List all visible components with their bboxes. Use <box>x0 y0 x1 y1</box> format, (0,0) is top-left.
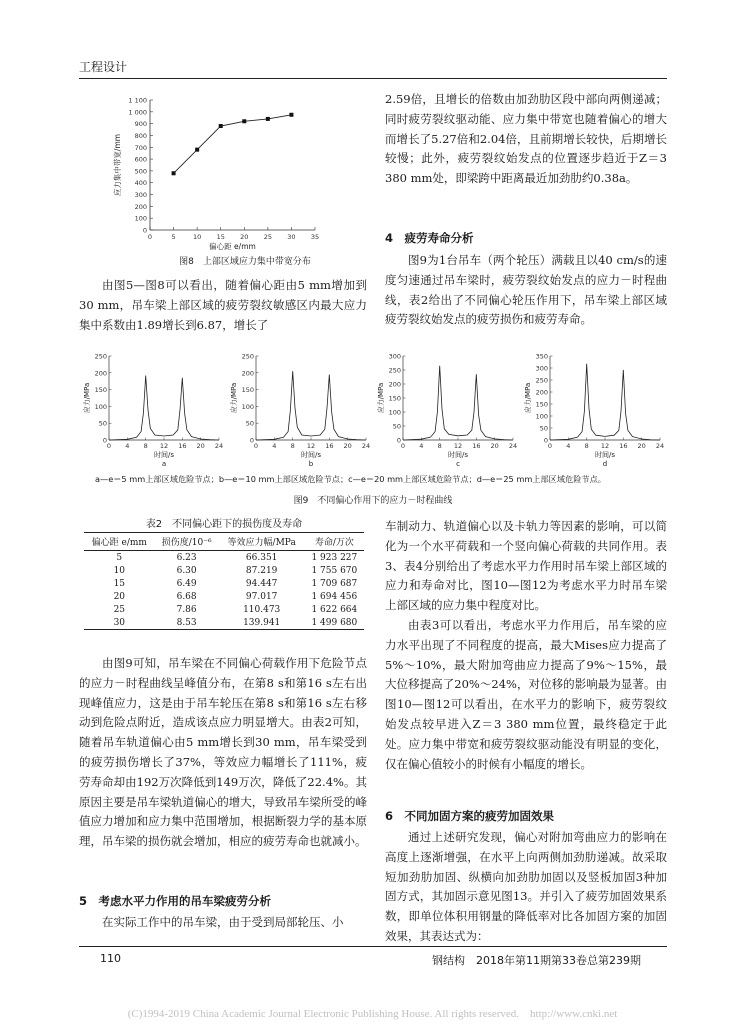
fig9-caption: 图9 不同偏心作用下的应力－时程曲线 <box>293 496 453 506</box>
fig9-x-tick-label: 12 <box>600 442 610 450</box>
table-cell: 10 <box>113 565 126 576</box>
table-cell: 1 694 456 <box>311 591 358 602</box>
table2-header-cell: 寿命/万次 <box>305 533 364 551</box>
fig9-x-tick-label: 12 <box>159 442 169 450</box>
fig9-x-tick-label: 8 <box>143 442 148 450</box>
fig9-x-tick-label: 16 <box>325 442 334 450</box>
table-row <box>84 603 364 616</box>
table-cell: 97.017 <box>245 591 278 602</box>
fig9-panel-label: d <box>602 460 608 468</box>
fig9-y-label: 应力/MPa <box>230 382 238 414</box>
fig9-y-tick-label: 0 <box>249 436 254 445</box>
fig9-y-tick-label: 250 <box>241 352 254 361</box>
section-4-paragraph: 图9为1台吊车（两个轮压）满载且以40 cm/s的速度匀速通过吊车梁时，疲劳裂纹始发点的应力－时程曲线，表2给出了不同偏心轮压作用下，吊车梁上部区域疲劳裂纹始发点的疲劳损伤和疲劳寿命。 <box>385 253 667 327</box>
fig8-x-tick-label: 10 <box>193 233 202 241</box>
fig9-y-tick-label: 50 <box>539 424 548 433</box>
fig8-x-tick-label: 15 <box>216 233 225 241</box>
fig9-x-tick-label: 0 <box>400 442 406 450</box>
fig9-x-tick-label: 8 <box>584 442 589 450</box>
section-6-title: 6 不同加固方案的疲劳加固效果 <box>385 809 554 823</box>
fig9-y-tick-label: 250 <box>388 366 401 375</box>
fig8-x-tick-label: 5 <box>171 233 176 241</box>
fig9-x-tick-label: 16 <box>472 442 481 450</box>
fig8-data-point <box>242 119 246 123</box>
fig9-series-line-d <box>550 364 660 440</box>
fig8-x-tick-label: 25 <box>263 233 272 241</box>
table-cell: 5 <box>116 552 123 563</box>
fig9-x-tick-label: 0 <box>106 442 112 450</box>
table2-header-cell: 等效应力幅/MPa <box>219 533 305 551</box>
fig9-y-label: 应力/MPa <box>377 382 385 414</box>
fig9-x-tick-label: 0 <box>253 442 259 450</box>
fig9-y-tick-label: 200 <box>388 380 401 389</box>
fig8-y-tick-label: 400 <box>134 179 147 188</box>
section-5-paragraph-start: 在实际工作中的吊车梁，由于受到局部轮压、小 <box>102 915 344 929</box>
fig8-x-tick-label: 0 <box>147 233 153 241</box>
table-cell: 6.68 <box>176 591 197 602</box>
fig8-y-tick-label: 100 <box>134 214 147 223</box>
fig9-legend: a—e＝5 mm上部区域危险节点；b—e＝10 mm上部区域危险节点；c—e＝20 mm上部区域危险节点；d—e＝25 mm上部区域危险节点。 <box>95 474 606 484</box>
fig9-x-tick-label: 16 <box>619 442 628 450</box>
fig8-y-tick-label: 1 000 <box>128 108 147 117</box>
fig9-x-tick-label: 20 <box>343 442 352 450</box>
fig9-y-tick-label: 50 <box>245 419 254 428</box>
table-cell: 20 <box>113 591 126 602</box>
fig8-y-tick-label: 1 100 <box>128 96 147 105</box>
fig8-y-tick-label: 900 <box>134 120 147 129</box>
table-cell: 6.30 <box>176 565 197 576</box>
fig9-x-tick-label: 0 <box>547 442 553 450</box>
fig8-y-label: 应力集中带宽/mm <box>113 133 122 197</box>
table-cell: 8.53 <box>155 616 219 630</box>
fig8-y-tick-label: 200 <box>134 202 147 211</box>
table-cell: 6.49 <box>176 578 197 589</box>
fig9-x-tick-label: 4 <box>566 442 571 450</box>
fig9-x-label: 时间/s <box>594 451 616 459</box>
fig8-series-line <box>174 115 292 174</box>
header-rule <box>79 78 667 79</box>
left-paragraph-2: 由图9可知，吊车梁在不同偏心荷载作用下危险节点的应力－时程曲线呈峰值分布，在第8 s和第16 s左右出现峰值应力，这是由于吊车轮压在第8 s和第16 s左右移动到危险点附近，造成该点应力明显增大。由表2可知，随着吊车轨道偏心由5 mm增长到30 mm，吊车梁受到的疲劳损伤增长了37%，等效应力幅增长了111%，疲劳寿命却由192万次降低到149万次，降低了22.4%。其原因主要是吊车梁轨道偏心的增大，导致吊车梁所受的峰值应力增加和应力集中范围增加，根据断裂力学的基本原理，吊车梁的损伤就会增加，相应的疲劳寿命也就减小。 <box>79 656 367 849</box>
fig9-x-tick-label: 20 <box>196 442 205 450</box>
fig9-y-tick-label: 0 <box>396 436 401 445</box>
table-row <box>84 551 364 565</box>
section-6-paragraph: 通过上述研究发现，偏心对附加弯曲应力的影响在高度上逐渐增强，在水平上向两侧加劲肋递减。故采取短加劲肋加固、纵横向加劲肋加固以及竖板加固3种加固方式，其加固示意见图13。并引入了疲劳加固效果系数，即单位体积用钢量的降低率对比各加固方案的加固效果，其表达式为： <box>385 830 667 943</box>
fig8-y-tick-label: 700 <box>134 143 147 152</box>
table-row <box>84 590 364 603</box>
journal-issue: 钢结构 2018年第11期第33卷总第239期 <box>432 954 641 967</box>
table2-caption: 表2 不同偏心距下的损伤度及寿命 <box>145 519 303 530</box>
fig9-y-tick-label: 100 <box>241 402 254 411</box>
fig9-y-tick-label: 200 <box>241 369 254 378</box>
fig8-x-tick-label: 35 <box>310 233 320 241</box>
fig8-data-point <box>195 148 199 152</box>
fig8-y-tick-label: 800 <box>134 131 147 140</box>
table-row <box>84 616 364 630</box>
table2-header-cell: 偏心距 e/mm <box>84 533 155 551</box>
fig9-y-label: 应力/MPa <box>83 382 91 414</box>
table2-header-cell: 损伤度/10⁻⁶ <box>155 533 219 551</box>
fig9-series-line-b <box>256 371 366 440</box>
fig9-panel-label: a <box>161 460 167 468</box>
fig9-y-tick-label: 150 <box>241 386 254 395</box>
fig9-y-tick-label: 250 <box>94 352 107 361</box>
fig8-y-tick-label: 0 <box>142 226 147 235</box>
fig8-data-point <box>219 124 223 128</box>
table-cell: 87.219 <box>245 565 278 576</box>
table-cell: 66.351 <box>245 552 278 563</box>
table-cell: 1 709 687 <box>311 578 358 589</box>
fig9-x-tick-label: 24 <box>214 442 224 450</box>
fig9-series-line-a <box>109 376 219 441</box>
section-5-paragraph-2: 由表3可以看出，考虑水平力作用后，吊车梁的应力水平出现了不同程度的提高，最大Mises应力提高了5%～10%，最大附加弯曲应力提高了9%～15%，最大位移提高了20%～24%，对位移的影响最为显著。由图10—图12可以看出，在水平力的影响下，疲劳裂纹始发点较早进入Z＝3 380 mm位置，最终稳定于此处。应力集中带宽和疲劳裂纹驱动能没有明显的变化，仅在偏心值较小的时候有小幅度的增长。 <box>385 618 667 771</box>
fig9-x-label: 时间/s <box>447 451 469 459</box>
fig9-x-tick-label: 4 <box>125 442 130 450</box>
fig9-x-tick-label: 20 <box>637 442 646 450</box>
fig9-panel-label: b <box>308 460 314 468</box>
fig8-x-label: 偏心距 e/mm <box>209 242 256 250</box>
table-cell: 15 <box>113 578 126 589</box>
page-number: 110 <box>100 952 121 965</box>
table-cell: 30 <box>84 616 155 630</box>
fig9-x-tick-label: 4 <box>272 442 277 450</box>
fig8-chart <box>100 90 340 250</box>
fig9-y-label: 应力/MPa <box>524 382 532 414</box>
journal-section-header: 工程设计 <box>79 60 128 74</box>
table-cell: 1 755 670 <box>311 565 358 576</box>
fig8-data-point <box>172 171 176 175</box>
fig9-y-tick-label: 50 <box>98 419 107 428</box>
fig9-y-tick-label: 150 <box>535 400 548 409</box>
fig8-x-tick-label: 30 <box>287 233 296 241</box>
fig9-x-tick-label: 4 <box>419 442 424 450</box>
table-cell: 94.447 <box>245 578 278 589</box>
fig9-y-tick-label: 100 <box>94 402 107 411</box>
fig8-caption: 图8 上部区域应力集中带宽分布 <box>179 257 311 267</box>
table-cell: 1 499 680 <box>305 616 364 630</box>
fig9-y-tick-label: 250 <box>535 376 548 385</box>
fig8-data-point <box>266 117 270 121</box>
section-5-title: 5 考虑水平力作用的吊车梁疲劳分析 <box>79 894 271 908</box>
fig9-panel-label: c <box>456 460 460 468</box>
fig9-x-tick-label: 12 <box>453 442 463 450</box>
fig9-x-tick-label: 24 <box>655 442 665 450</box>
fig9-x-label: 时间/s <box>300 451 322 459</box>
table2-header-row <box>84 533 364 551</box>
table-cell: 1 923 227 <box>311 552 358 563</box>
fig9-x-tick-label: 8 <box>290 442 295 450</box>
fig8-y-tick-label: 300 <box>134 191 147 200</box>
table2 <box>84 532 364 630</box>
fig9-x-tick-label: 24 <box>361 442 371 450</box>
table-cell: 110.473 <box>243 604 281 615</box>
right-paragraph-1: 2.59倍，且增长的倍数由加劲肋区段中部向两侧递减；同时疲劳裂纹驱动能、应力集中带宽也随着偏心的增大而增长了5.27倍和2.04倍，且前期增长较快，后期增长较慢；此外，疲劳裂纹始发点的位置逐步趋近于Z＝3 380 mm处，即梁跨中距离最近加劲肋约0.38a。 <box>385 92 667 186</box>
table-cell: 7.86 <box>176 604 197 615</box>
fig9-x-tick-label: 16 <box>178 442 187 450</box>
fig9-y-tick-label: 100 <box>535 412 548 421</box>
fig9-y-tick-label: 0 <box>543 436 548 445</box>
fig9-x-tick-label: 8 <box>437 442 442 450</box>
fig8-x-tick-label: 20 <box>240 233 249 241</box>
fig9-y-tick-label: 350 <box>535 352 548 361</box>
fig9-y-tick-label: 300 <box>388 352 401 361</box>
fig8-data-point <box>289 113 293 117</box>
fig9-y-tick-label: 300 <box>535 364 548 373</box>
fig9-y-tick-label: 50 <box>392 422 401 431</box>
table-cell: 1 622 664 <box>311 604 358 615</box>
left-paragraph-1: 由图5—图8可以看出，随着偏心距由5 mm增加到30 mm，吊车梁上部区域的疲劳裂纹敏感区内最大应力集中系数由1.89增长到6.87，增长了 <box>79 278 367 332</box>
fig9-y-tick-label: 150 <box>388 394 401 403</box>
fig9-y-tick-label: 200 <box>94 369 107 378</box>
section-5-paragraph-continued: 车制动力、轨道偏心以及卡轨力等因素的影响，可以简化为一个水平荷载和一个竖向偏心荷载的共同作用。表3、表4分别给出了考虑水平力作用时吊车梁上部区域的应力和寿命对比，图10—图12为考虑水平力时吊车梁上部区域的应力集中程度对比。 <box>385 519 667 613</box>
fig9-x-tick-label: 24 <box>508 442 518 450</box>
table-row <box>84 577 364 590</box>
table-cell: 25 <box>113 604 126 615</box>
fig9-y-tick-label: 100 <box>388 408 401 417</box>
fig9-y-tick-label: 200 <box>535 388 548 397</box>
table-cell: 139.941 <box>219 616 305 630</box>
fig9-x-tick-label: 20 <box>490 442 499 450</box>
fig8-y-tick-label: 600 <box>134 155 147 164</box>
footer-rule <box>79 946 667 947</box>
copyright-watermark: (C)1994-2019 China Academic Journal Electronic Publishing House. All rights reserved. http://www.cnki.net <box>127 1008 618 1020</box>
fig9-x-label: 时间/s <box>153 451 175 459</box>
section-4-title: 4 疲劳寿命分析 <box>385 231 474 245</box>
fig9-series-line-c <box>403 366 513 440</box>
table-cell: 6.23 <box>176 552 197 563</box>
fig9-x-tick-label: 12 <box>306 442 316 450</box>
fig9-y-tick-label: 0 <box>102 436 107 445</box>
fig8-y-tick-label: 500 <box>134 167 147 176</box>
fig9-y-tick-label: 150 <box>94 386 107 395</box>
table-row <box>84 564 364 577</box>
fig9-charts <box>79 348 667 473</box>
